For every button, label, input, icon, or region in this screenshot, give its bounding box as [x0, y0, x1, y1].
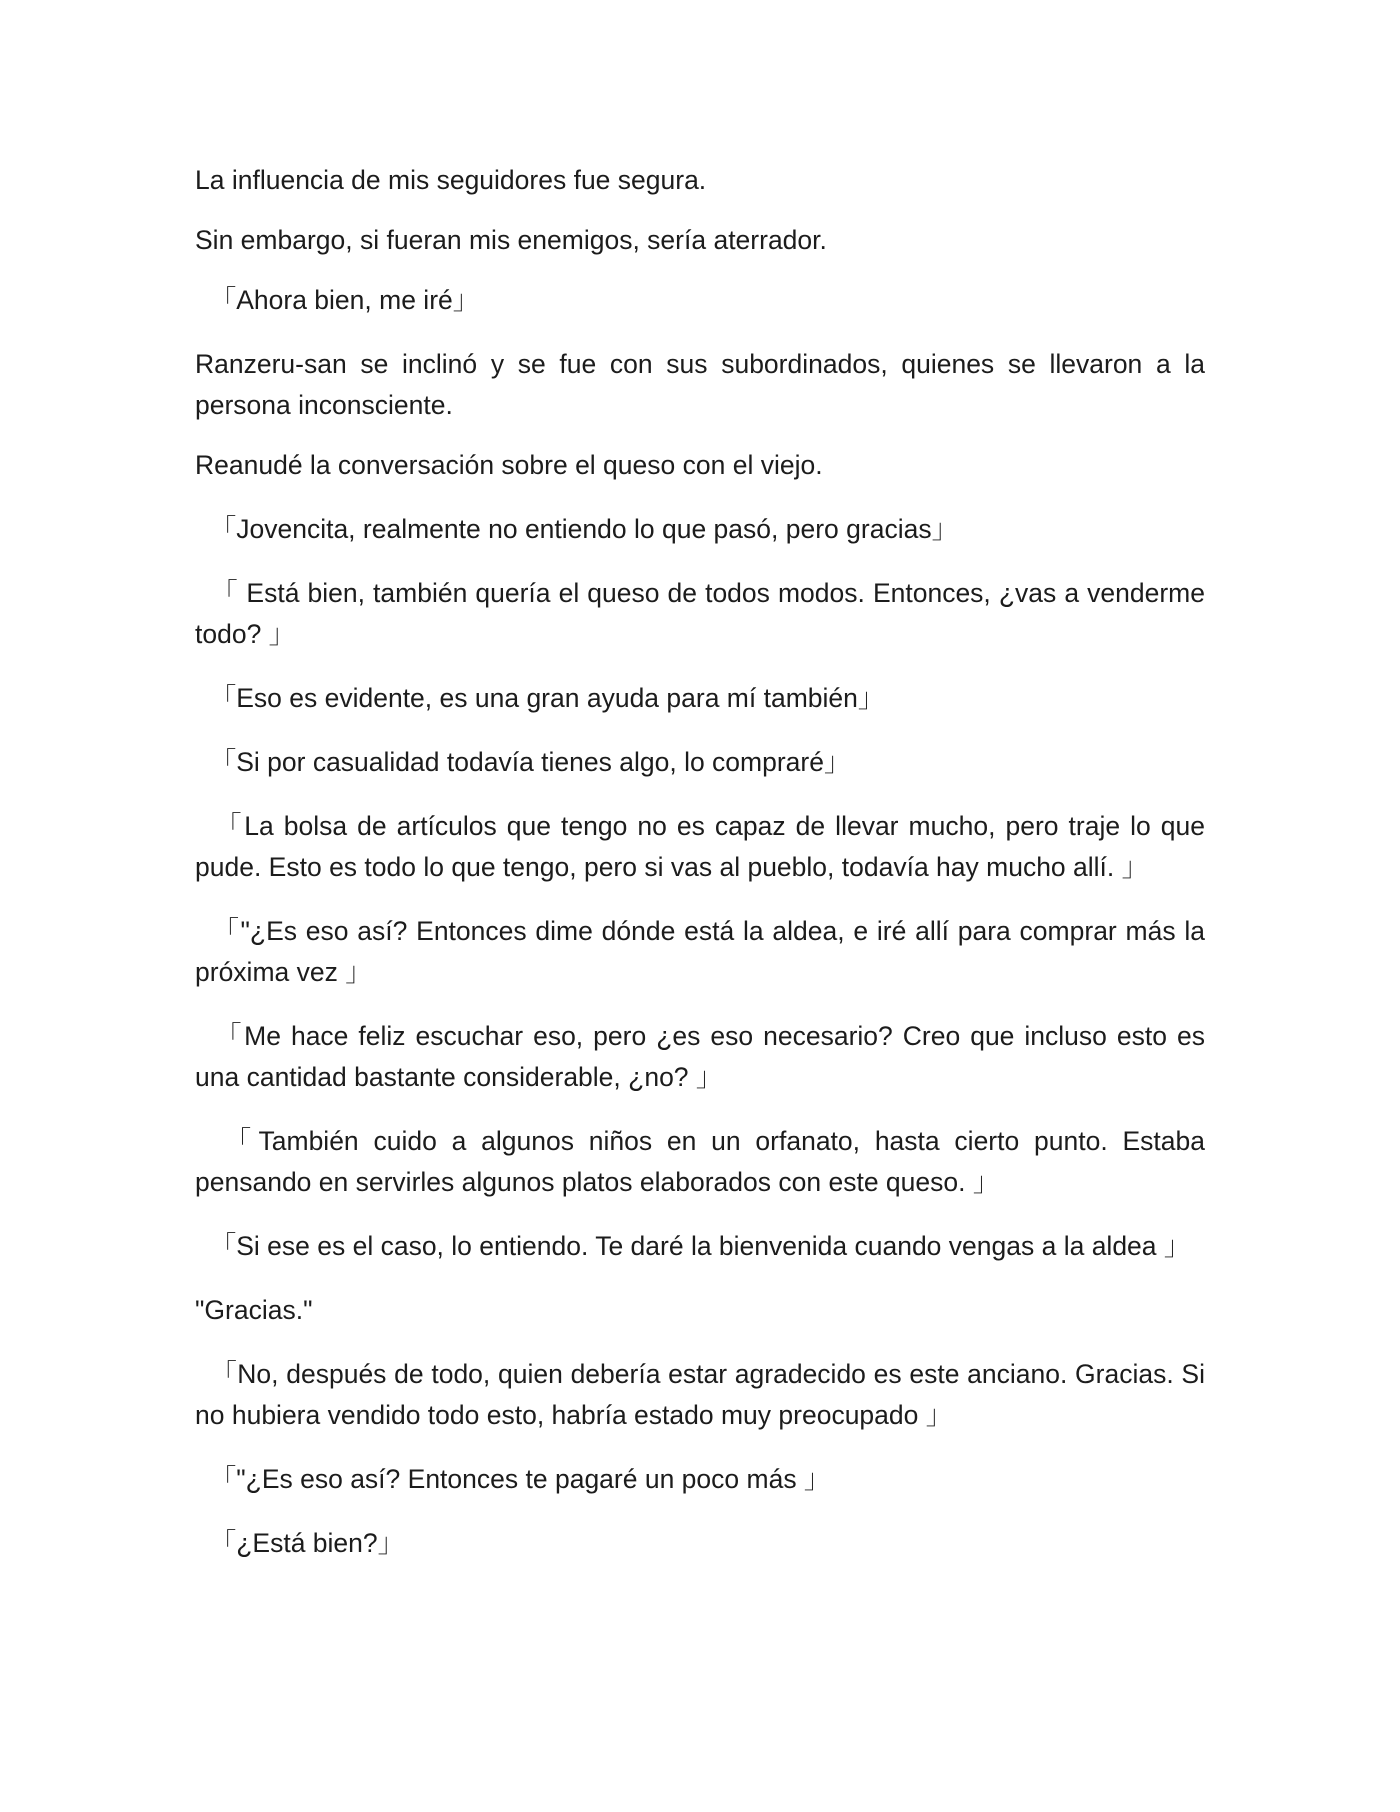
dialog-line: 「No, después de todo, quien debería estar agradecido es este anciano. Gracias. Si no hubiera vendido todo esto, habría estado muy preocupado 」 — [195, 1359, 1205, 1430]
paragraph: Sin embargo, si fueran mis enemigos, sería aterrador. — [195, 225, 827, 255]
paragraph: La influencia de mis seguidores fue segura. — [195, 165, 707, 195]
dialog-line: 「Ahora bien, me iré」 — [195, 285, 480, 315]
paragraph: "Gracias." — [195, 1295, 313, 1325]
dialog-line: 「Me hace feliz escuchar eso, pero ¿es eso necesario? Creo que incluso esto es una cantidad bastante considerable, ¿no? 」 — [195, 1021, 1205, 1092]
dialog-line: 「También cuido a algunos niños en un orfanato, hasta cierto punto. Estaba pensando en servirles algunos platos elaborados con este queso. 」 — [195, 1126, 1205, 1197]
dialog-line: 「¿Está bien?」 — [195, 1528, 405, 1558]
dialog-line: 「Si por casualidad todavía tienes algo, lo compraré」 — [195, 747, 851, 777]
dialog-line: 「"¿Es eso así? Entonces te pagaré un poco más 」 — [195, 1464, 831, 1494]
dialog-line: 「"¿Es eso así? Entonces dime dónde está la aldea, e iré allí para comprar más la próxima vez 」 — [195, 916, 1205, 987]
dialog-line: 「 Está bien, también quería el queso de todos modos. Entonces, ¿vas a venderme todo? 」 — [195, 578, 1205, 649]
dialog-line: 「Eso es evidente, es una gran ayuda para mí también」 — [195, 683, 885, 713]
document-page — [195, 160, 1205, 1587]
dialog-line: 「La bolsa de artículos que tengo no es capaz de llevar mucho, pero traje lo que pude. Esto es todo lo que tengo, pero si vas al pueblo, todavía hay mucho allí. 」 — [195, 811, 1205, 882]
dialog-line: 「Si ese es el caso, lo entiendo. Te daré la bienvenida cuando vengas a la aldea 」 — [195, 1231, 1191, 1261]
paragraph: Ranzeru-san se inclinó y se fue con sus subordinados, quienes se llevaron a la persona inconsciente. — [195, 349, 1205, 420]
dialog-line: 「Jovencita, realmente no entiendo lo que pasó, pero gracias」 — [195, 514, 959, 544]
paragraph: Reanudé la conversación sobre el queso con el viejo. — [195, 450, 823, 480]
